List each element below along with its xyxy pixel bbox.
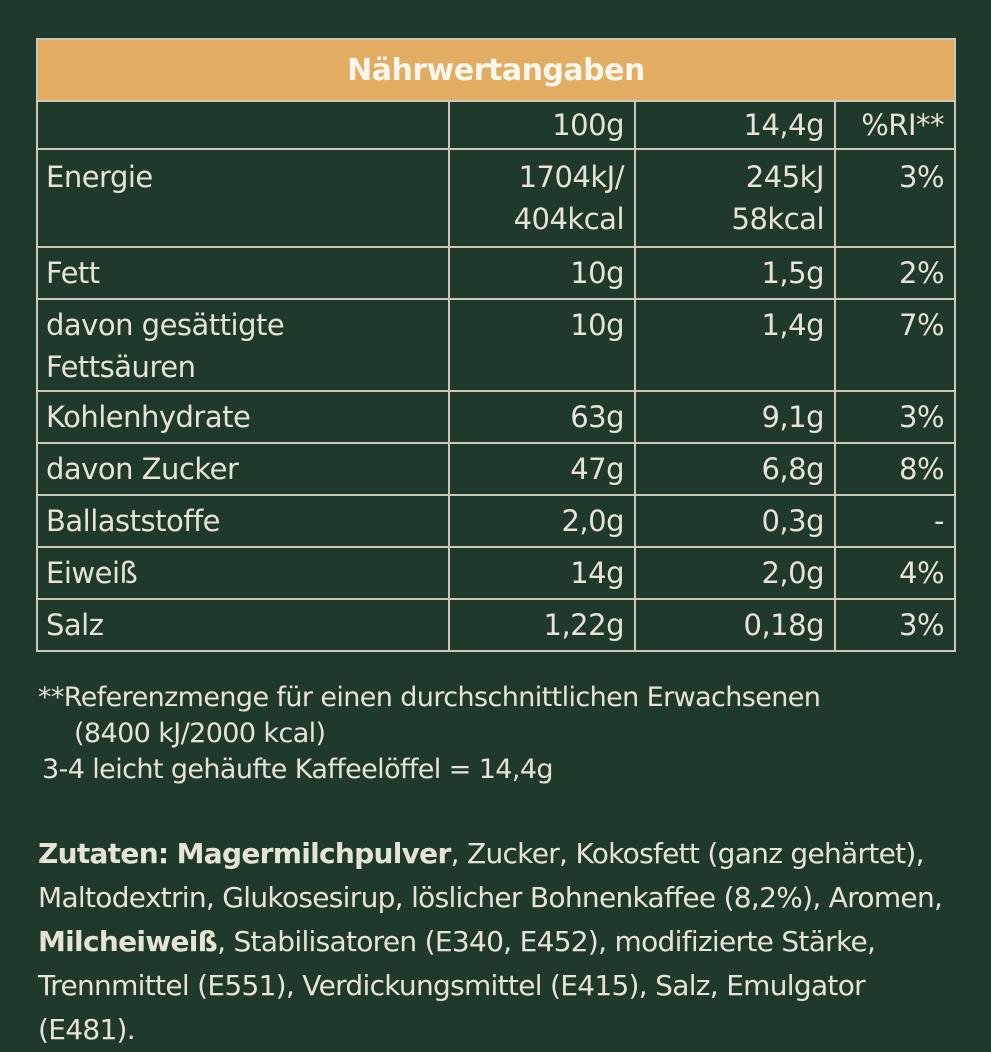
row-portion: 9,1g (635, 391, 835, 443)
ingredient-allergen: Milcheiweiß (38, 925, 218, 958)
row-ri: 2% (835, 247, 955, 299)
column-header-ri: %RI** (835, 101, 955, 149)
row-portion: 1,4g (635, 299, 835, 391)
row-ri: - (835, 495, 955, 547)
row-portion: 1,5g (635, 247, 835, 299)
footnote-line-1: **Referenzmenge für einen durchschnittlichen Erwachsenen (38, 682, 821, 713)
table-row-energy (37, 149, 955, 247)
table-row (37, 599, 955, 651)
row-ri: 4% (835, 547, 955, 599)
ingredients-text: , Zucker, Kokosfett (ganz gehärtet), Maltodextrin, Glukosesirup, löslicher Bohnenkaffee (8,2%), Aromen, (38, 837, 943, 914)
energy-per100-kj: 1704kJ/ (518, 160, 624, 194)
column-header-portion: 14,4g (635, 101, 835, 149)
table-title-row (37, 39, 955, 101)
row-per100: 10g (449, 299, 635, 391)
row-portion: 0,3g (635, 495, 835, 547)
nutrition-table (36, 38, 956, 652)
row-label: Energie (37, 149, 449, 247)
footnote-line-2: (8400 kJ/2000 kcal) (74, 718, 326, 749)
row-ri: 3% (835, 391, 955, 443)
row-portion: 6,8g (635, 443, 835, 495)
table-row (37, 443, 955, 495)
row-ri: 3% (835, 149, 955, 247)
row-ri: 3% (835, 599, 955, 651)
row-ri: 7% (835, 299, 955, 391)
row-portion: 0,18g (635, 599, 835, 651)
row-per100 (449, 149, 635, 247)
energy-per100-kcal: 404kcal (513, 202, 624, 236)
energy-portion-kcal: 58kcal (731, 202, 824, 236)
table-row (37, 299, 955, 391)
footnote-line-3: 3-4 leicht gehäufte Kaffeelöffel = 14,4g (42, 754, 553, 785)
row-ri: 8% (835, 443, 955, 495)
row-label: davon gesättigte Fettsäuren (37, 299, 449, 391)
ingredients (38, 832, 968, 1052)
ingredient-allergen: Magermilchpulver (176, 837, 451, 870)
row-portion (635, 149, 835, 247)
row-per100: 10g (449, 247, 635, 299)
table-row (37, 391, 955, 443)
row-per100: 1,22g (449, 599, 635, 651)
column-header-row (37, 101, 955, 149)
row-per100: 2,0g (449, 495, 635, 547)
footnote (38, 680, 820, 788)
row-label: Ballaststoffe (37, 495, 449, 547)
row-label: Salz (37, 599, 449, 651)
row-label: Kohlenhydrate (37, 391, 449, 443)
row-label: Fett (37, 247, 449, 299)
row-portion: 2,0g (635, 547, 835, 599)
table-title: Nährwertangaben (37, 39, 955, 101)
row-per100: 63g (449, 391, 635, 443)
energy-portion-kj: 245kJ (745, 160, 824, 194)
row-per100: 47g (449, 443, 635, 495)
ingredients-text: , Stabilisatoren (E340, E452), modifizierte Stärke, Trennmittel (E551), Verdickungsmittel (E415), Salz, Emulgator (E481). (38, 925, 876, 1046)
table-row (37, 495, 955, 547)
table-row (37, 547, 955, 599)
row-per100: 14g (449, 547, 635, 599)
column-header-label (37, 101, 449, 149)
column-header-per100: 100g (449, 101, 635, 149)
row-label: Eiweiß (37, 547, 449, 599)
table-row (37, 247, 955, 299)
ingredients-label: Zutaten: (38, 837, 169, 870)
row-label: davon Zucker (37, 443, 449, 495)
